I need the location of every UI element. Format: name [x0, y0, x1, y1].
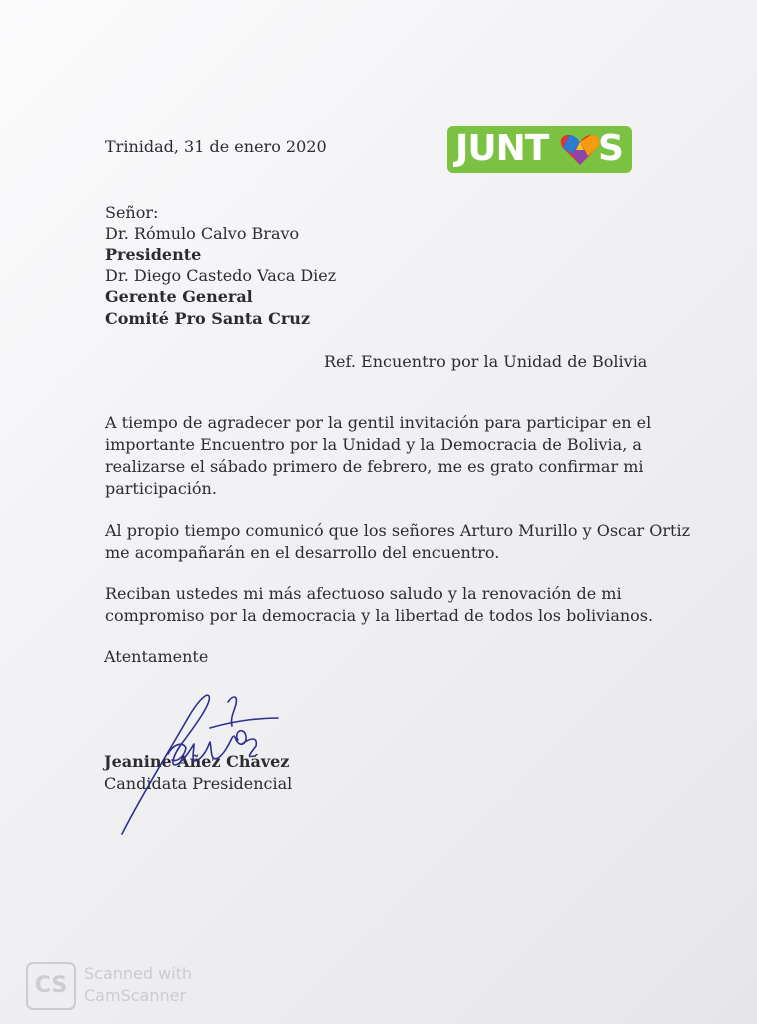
closing: Atentamente: [104, 647, 209, 666]
recipient-2-name: Dr. Diego Castedo Vaca Diez: [105, 266, 337, 285]
paragraph-3: [105, 583, 653, 627]
paragraph-1: [105, 412, 651, 500]
paragraph-line: realizarse el sábado primero de febrero, me es grato confirmar mi: [105, 457, 644, 476]
juntos-logo: [447, 126, 632, 173]
paragraph-line: importante Encuentro por la Unidad y la Democracia de Bolivia, a: [105, 435, 642, 454]
paragraph-2: [105, 520, 690, 564]
salutation: Señor:: [105, 203, 159, 222]
heart-icon: [560, 134, 600, 166]
paragraph-line: me acompañarán en el desarrollo del encuentro.: [105, 543, 500, 562]
recipient-1-name: Dr. Rómulo Calvo Bravo: [105, 224, 300, 243]
paragraph-line: Reciban ustedes mi más afectuoso saludo y la renovación de mi: [105, 584, 622, 603]
camscanner-badge: CS: [26, 962, 76, 1010]
paragraph-line: A tiempo de agradecer por la gentil invitación para participar en el: [105, 413, 652, 432]
reference-line: Ref. Encuentro por la Unidad de Bolivia: [324, 352, 648, 371]
logo-text-end: S: [598, 128, 624, 169]
recipient-2-title: Gerente General: [105, 287, 253, 306]
watermark-line-1: Scanned with: [84, 964, 193, 983]
recipient-1-title: Presidente: [105, 245, 202, 264]
place-date: Trinidad, 31 de enero 2020: [105, 137, 327, 156]
watermark-line-2: CamScanner: [84, 986, 187, 1005]
paragraph-line: participación.: [105, 479, 217, 498]
handwritten-signature: [110, 688, 285, 836]
signer-name: Jeanine Añez Chávez: [104, 752, 290, 771]
scanner-watermark: [26, 962, 236, 1008]
paragraph-line: Al propio tiempo comunicó que los señores Arturo Murillo y Oscar Ortiz: [105, 521, 690, 540]
logo-text: JUNT: [455, 128, 549, 169]
paragraph-line: compromiso por la democracia y la libertad de todos los bolivianos.: [105, 606, 654, 625]
organization-name: Comité Pro Santa Cruz: [105, 309, 311, 328]
signer-title: Candidata Presidencial: [104, 774, 293, 793]
